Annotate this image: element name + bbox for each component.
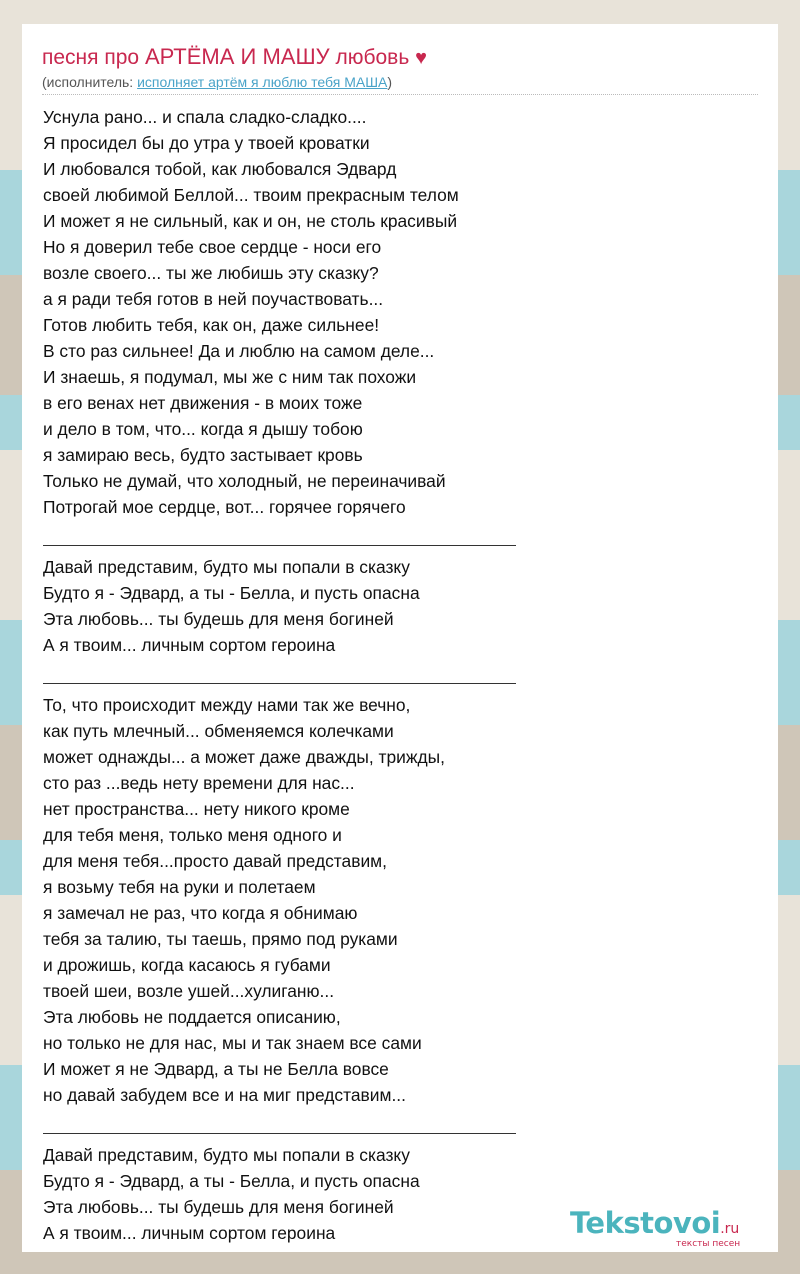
lyric-line: Я просидел бы до утра у твоей кроватки bbox=[43, 133, 370, 153]
tekstovoi-logo[interactable] bbox=[570, 1206, 770, 1250]
lyric-line: как путь млечный... обменяемся колечками bbox=[43, 721, 394, 741]
lyric-line: Готов любить тебя, как он, даже сильнее! bbox=[43, 315, 380, 335]
lyric-line: но только не для нас, мы и так знаем все сами bbox=[43, 1033, 422, 1053]
lyric-line: сто раз ...ведь нету времени для нас... bbox=[43, 773, 355, 793]
lyric-line: Уснула рано... и спала сладко-сладко.... bbox=[43, 107, 367, 127]
stanza bbox=[43, 1142, 603, 1246]
header-divider bbox=[42, 94, 758, 96]
lyric-line: может однажды... а может даже дважды, трижды, bbox=[43, 747, 445, 767]
lyric-line: и дрожишь, когда касаюсь я губами bbox=[43, 955, 331, 975]
lyric-line: своей любимой Беллой... твоим прекрасным телом bbox=[43, 185, 459, 205]
lyric-line: Эта любовь не поддается описанию, bbox=[43, 1007, 341, 1027]
lyric-line: Только не думай, что холодный, не переиначивай bbox=[43, 471, 446, 491]
lyric-line: Потрогай мое сердце, вот... горячее горячего bbox=[43, 497, 406, 517]
lyric-line: То, что происходит между нами так же вечно, bbox=[43, 695, 411, 715]
lyric-line: для тебя меня, только меня одного и bbox=[43, 825, 342, 845]
stanza-separator bbox=[43, 520, 516, 546]
lyric-line: в его венах нет движения - в моих тоже bbox=[43, 393, 363, 413]
title-suffix: любовь bbox=[335, 46, 410, 69]
lyric-line: Будто я - Эдвард, а ты - Белла, и пусть опасна bbox=[43, 583, 420, 603]
lyric-line: Давай представим, будто мы попали в сказку bbox=[43, 1145, 410, 1165]
lyric-line: И любовался тобой, как любовался Эдвард bbox=[43, 159, 397, 179]
stanza bbox=[43, 692, 603, 1108]
performer-label: (исполнитель: bbox=[42, 74, 134, 90]
logo-tld: .ru bbox=[720, 1221, 740, 1237]
lyric-line: я возьму тебя на руки и полетаем bbox=[43, 877, 316, 897]
stanza-separator bbox=[43, 1108, 516, 1134]
lyric-line: А я твоим... личным сортом героина bbox=[43, 635, 336, 655]
lyric-line: для меня тебя...просто давай представим, bbox=[43, 851, 387, 871]
stanza bbox=[43, 554, 603, 658]
stanza bbox=[43, 104, 603, 520]
lyric-line: а я ради тебя готов в ней поучаствовать... bbox=[43, 289, 384, 309]
lyric-line: А я твоим... личным сортом героина bbox=[43, 1223, 336, 1243]
lyric-line: я замираю весь, будто застывает кровь bbox=[43, 445, 363, 465]
performer-line bbox=[42, 74, 392, 90]
lyric-line: Эта любовь... ты будешь для меня богиней bbox=[43, 1197, 394, 1217]
logo-tagline: тексты песен bbox=[676, 1239, 741, 1249]
lyric-line: я замечал не раз, что когда я обнимаю bbox=[43, 903, 358, 923]
lyric-line: В сто раз сильнее! Да и люблю на самом деле... bbox=[43, 341, 435, 361]
song-title bbox=[42, 44, 427, 71]
lyric-line: И знаешь, я подумал, мы же с ним так похожи bbox=[43, 367, 417, 387]
title-prefix: песня про bbox=[42, 46, 140, 69]
lyric-line: твоей шеи, возле ушей...хулиганю... bbox=[43, 981, 335, 1001]
lyric-line: возле своего... ты же любишь эту сказку? bbox=[43, 263, 379, 283]
lyric-line: Но я доверил тебе свое сердце - носи его bbox=[43, 237, 382, 257]
performer-close: ) bbox=[387, 74, 393, 90]
lyrics-body bbox=[43, 104, 603, 1246]
lyric-line: Эта любовь... ты будешь для меня богиней bbox=[43, 609, 394, 629]
lyric-line: И может я не Эдвард, а ты не Белла вовсе bbox=[43, 1059, 389, 1079]
lyric-line: И может я не сильный, как и он, не столь красивый bbox=[43, 211, 458, 231]
lyric-line: Давай представим, будто мы попали в сказку bbox=[43, 557, 410, 577]
stanza-separator bbox=[43, 658, 516, 684]
lyric-line: и дело в том, что... когда я дышу тобою bbox=[43, 419, 363, 439]
title-highlight: АРТЁМА И МАШУ bbox=[144, 44, 330, 69]
lyric-line: но давай забудем все и на миг представим... bbox=[43, 1085, 406, 1105]
lyric-line: нет пространства... нету никого кроме bbox=[43, 799, 350, 819]
lyrics-card bbox=[22, 24, 778, 1252]
heart-icon: ♥ bbox=[415, 47, 427, 69]
lyric-line: Будто я - Эдвард, а ты - Белла, и пусть опасна bbox=[43, 1171, 420, 1191]
logo-name: Tekstovoi bbox=[570, 1206, 721, 1240]
lyric-line: тебя за талию, ты таешь, прямо под руками bbox=[43, 929, 398, 949]
performer-link[interactable]: исполняет артём я люблю тебя МАША bbox=[137, 74, 388, 90]
